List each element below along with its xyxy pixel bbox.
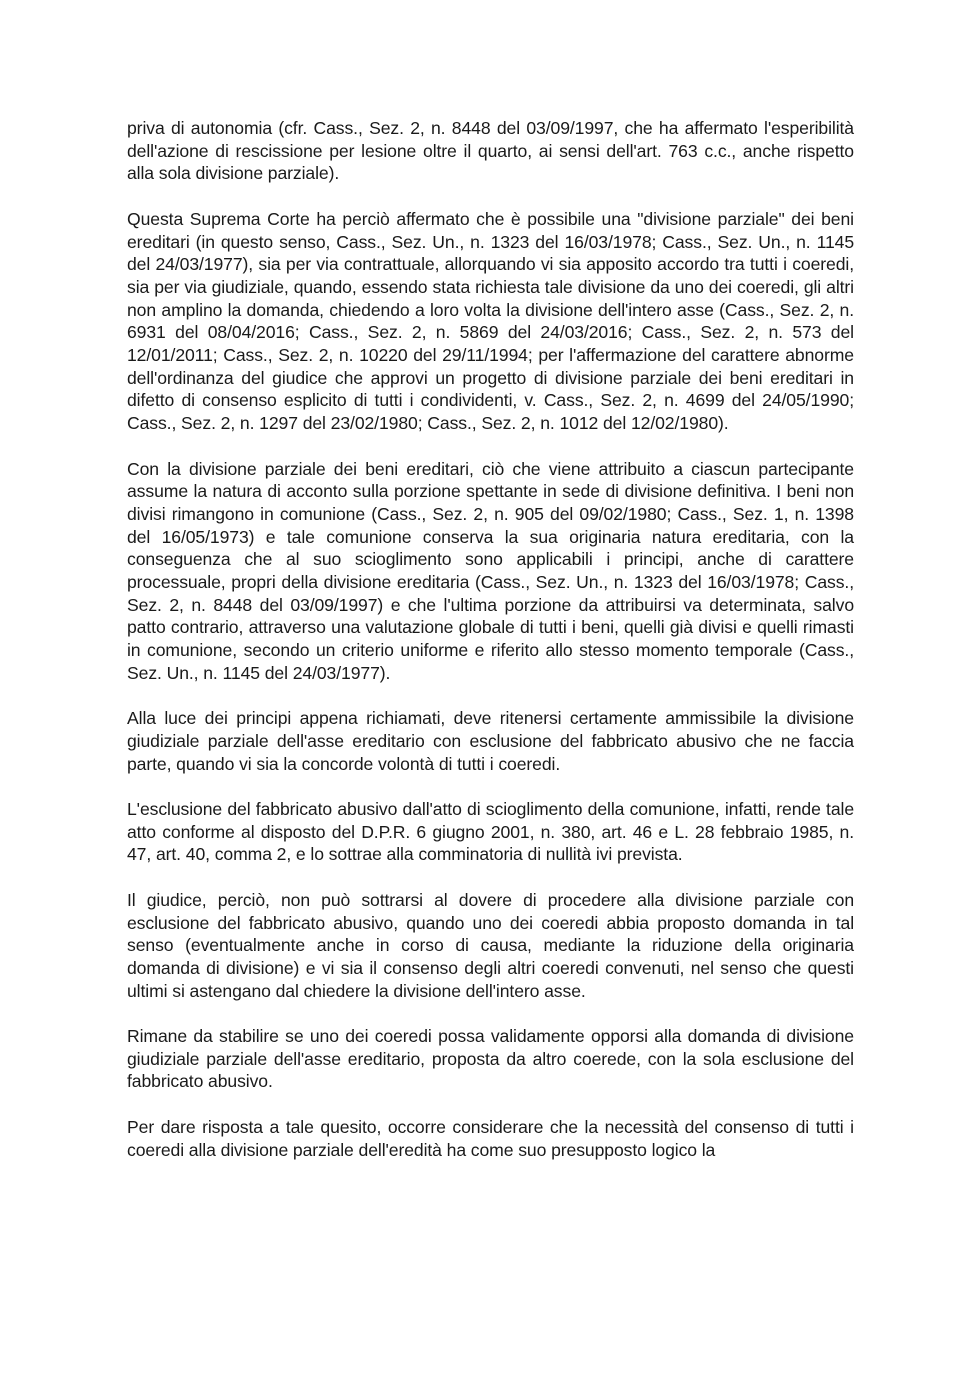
paragraph-2: Questa Suprema Corte ha perciò affermato che è possibile una "divisione parziale" dei beni ereditari (in questo senso, Cass., Sez. Un., n. 1323 del 16/03/1978; Cass., Sez. Un., n. 1145 del 24/03/1977), sia per via contrattuale, allorquando vi sia apposito accordo tra tutti i coeredi, sia per via giudiziale, quando, essendo stata richiesta tale divisione da uno dei coeredi, gli altri non amplino la domanda, chiedendo a loro volta la divisione dell'intero asse (Cass., Sez. 2, n. 6931 del 08/04/2016; Cass., Sez. 2, n. 5869 del 24/03/2016; Cass., Sez. 2, n. 573 del 12/01/2011; Cass., Sez. 2, n. 10220 del 29/11/1994; per l'affermazione del carattere abnorme dell'ordinanza del giudice che approvi un progetto di divisione parziale dei beni ereditari in difetto di consenso esplicito di tutti i condividenti, v. Cass., Sez. 2, n. 4699 del 24/05/1990; Cass., Sez. 2, n. 1297 del 23/02/1980; Cass., Sez. 2, n. 1012 del 12/02/1980). [127, 208, 854, 434]
paragraph-4: Alla luce dei principi appena richiamati, deve ritenersi certamente ammissibile la divisione giudiziale parziale dell'asse ereditario con esclusione del fabbricato abusivo che ne faccia parte, quando vi sia la concorde volontà di tutti i coeredi. [127, 708, 854, 774]
paragraph-7: Rimane da stabilire se uno dei coeredi possa validamente opporsi alla domanda di divisione giudiziale parziale dell'asse ereditario, proposta da altro coerede, con la sola esclusione del fabbricato abusivo. [127, 1026, 854, 1092]
paragraph-5: L'esclusione del fabbricato abusivo dall'atto di scioglimento della comunione, infatti, rende tale atto conforme al disposto del D.P.R. 6 giugno 2001, n. 380, art. 46 e L. 28 febbraio 1985, n. 47, art. 40, comma 2, e lo sottrae alla comminatoria di nullità ivi prevista. [127, 799, 854, 865]
paragraph-6: Il giudice, perciò, non può sottrarsi al dovere di procedere alla divisione parziale con esclusione del fabbricato abusivo, quando uno dei coeredi abbia proposto domanda in tal senso (eventualmente anche in corso di causa, mediante la riduzione della originaria domanda di divisione) e vi sia il consenso degli altri coeredi convenuti, nel senso che questi ultimi si astengano dal chiedere la divisione dell'intero asse. [127, 889, 854, 1001]
document-body [127, 117, 854, 1184]
paragraph-3: Con la divisione parziale dei beni ereditari, ciò che viene attribuito a ciascun partecipante assume la natura di acconto sulla porzione spettante in sede di divisione definitiva. I beni non divisi rimangono in comunione (Cass., Sez. 2, n. 905 del 09/02/1980; Cass., Sez. 1, n. 1398 del 16/05/1973) e tale comunione conserva la sua originaria natura ereditaria, con la conseguenza che al suo scioglimento sono applicabili i principi, anche di carattere processuale, propri della divisione ereditaria (Cass., Sez. Un., n. 1323 del 16/03/1978; Cass., Sez. 2, n. 8448 del 03/09/1997) e che l'ultima porzione da attribuirsi va determinata, salvo patto contrario, attraverso una valutazione globale di tutti i beni, quelli già divisi e quelli rimasti in comunione, secondo un criterio uniforme e riferito allo stesso momento temporale (Cass., Sez. Un., n. 1145 del 24/03/1977). [127, 458, 854, 683]
paragraph-8: Per dare risposta a tale quesito, occorre considerare che la necessità del consenso di tutti i coeredi alla divisione parziale dell'eredità ha come suo presupposto logico la [127, 1116, 854, 1160]
paragraph-1: priva di autonomia (cfr. Cass., Sez. 2, n. 8448 del 03/09/1997, che ha affermato l'esperibilità dell'azione di rescissione per lesione oltre il quarto, ai sensi dell'art. 763 c.c., anche rispetto alla sola divisione parziale). [127, 118, 854, 184]
